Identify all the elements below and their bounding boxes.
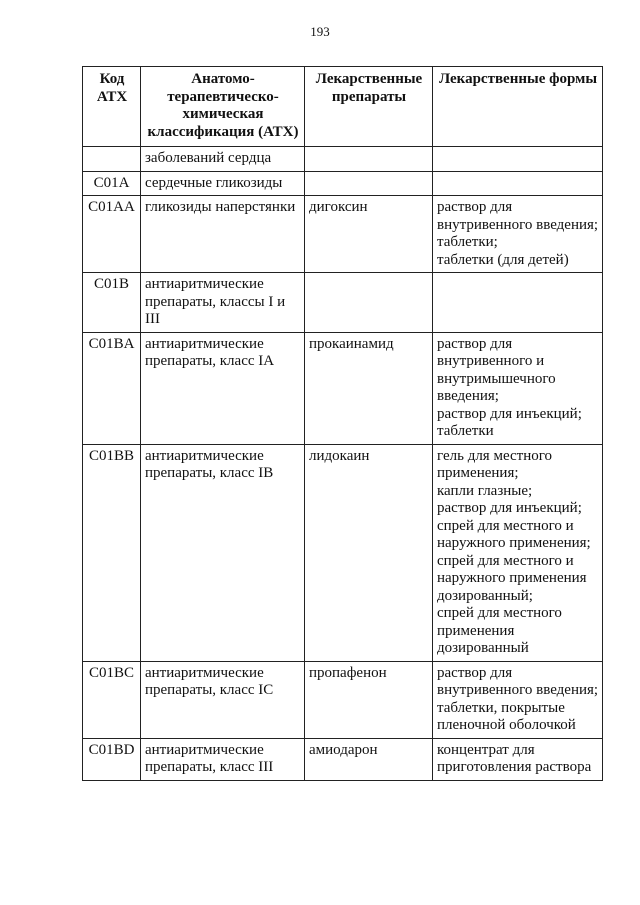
row-classification: гликозиды наперстянки <box>141 196 305 273</box>
form-item: раствор для инъекций; <box>437 500 582 516</box>
table-row <box>83 332 603 444</box>
row-forms <box>433 196 603 273</box>
form-item: таблетки; <box>437 234 498 250</box>
form-item: раствор для внутривенного введения; <box>437 199 599 233</box>
row-forms <box>433 738 603 780</box>
row-forms <box>433 661 603 738</box>
form-item: капли глазные; <box>437 482 533 499</box>
table-header-row <box>83 67 603 147</box>
row-forms <box>433 273 603 333</box>
form-item: спрей для местного и наружного применения дозированный; <box>437 552 587 604</box>
header-forms: Лекарственные формы <box>433 67 603 147</box>
row-forms <box>433 444 603 661</box>
table-row <box>83 661 603 738</box>
row-code: C01AA <box>83 196 141 273</box>
row-classification: антиаритмические препараты, класс IC <box>141 661 305 738</box>
header-code: Код АТХ <box>83 67 141 147</box>
header-drugs: Лекарственные препараты <box>305 67 433 147</box>
row-drug: дигоксин <box>305 196 433 273</box>
row-forms <box>433 171 603 196</box>
row-drug <box>305 171 433 196</box>
row-drug: амиодарон <box>305 738 433 780</box>
form-item: таблетки <box>437 423 494 439</box>
row-classification: заболеваний сердца <box>141 147 305 172</box>
form-item: раствор для внутривенного введения; <box>437 664 599 698</box>
row-code: C01BA <box>83 332 141 444</box>
row-drug <box>305 273 433 333</box>
row-code: C01BB <box>83 444 141 661</box>
row-drug: пропафенон <box>305 661 433 738</box>
table-row <box>83 196 603 273</box>
row-drug: лидокаин <box>305 444 433 661</box>
table-row <box>83 738 603 780</box>
row-classification: антиаритмические препараты, класс IA <box>141 332 305 444</box>
form-item: концентрат для приготовления раствора <box>437 741 592 775</box>
row-code: C01B <box>83 273 141 333</box>
row-forms <box>433 332 603 444</box>
row-forms <box>433 147 603 172</box>
form-item: спрей для местного применения дозированный <box>437 605 562 656</box>
row-code: C01BD <box>83 738 141 780</box>
row-code: C01A <box>83 171 141 196</box>
table-row <box>83 171 603 196</box>
row-drug: прокаинамид <box>305 332 433 444</box>
row-drug <box>305 147 433 172</box>
form-item: раствор для инъекций; <box>437 405 582 422</box>
header-classification: Анатомо-терапевтическо-химическая классификация (АТХ) <box>141 67 305 147</box>
form-item: таблетки, покрытые пленочной оболочкой <box>437 699 576 733</box>
row-classification: антиаритмические препараты, класс III <box>141 738 305 780</box>
form-item: спрей для местного и наружного применения; <box>437 517 591 551</box>
table-row <box>83 273 603 333</box>
row-classification: антиаритмические препараты, класс IB <box>141 444 305 661</box>
page-number: 193 <box>310 24 330 39</box>
table-row <box>83 444 603 661</box>
form-item: раствор для внутривенного и внутримышечного введения; <box>437 335 556 404</box>
form-item: таблетки (для детей) <box>437 251 569 268</box>
row-code <box>83 147 141 172</box>
table-row <box>83 147 603 172</box>
atx-table <box>82 66 603 781</box>
row-classification: антиаритмические препараты, классы I и III <box>141 273 305 333</box>
row-code: C01BC <box>83 661 141 738</box>
form-item: гель для местного применения; <box>437 447 552 481</box>
row-classification: сердечные гликозиды <box>141 171 305 196</box>
